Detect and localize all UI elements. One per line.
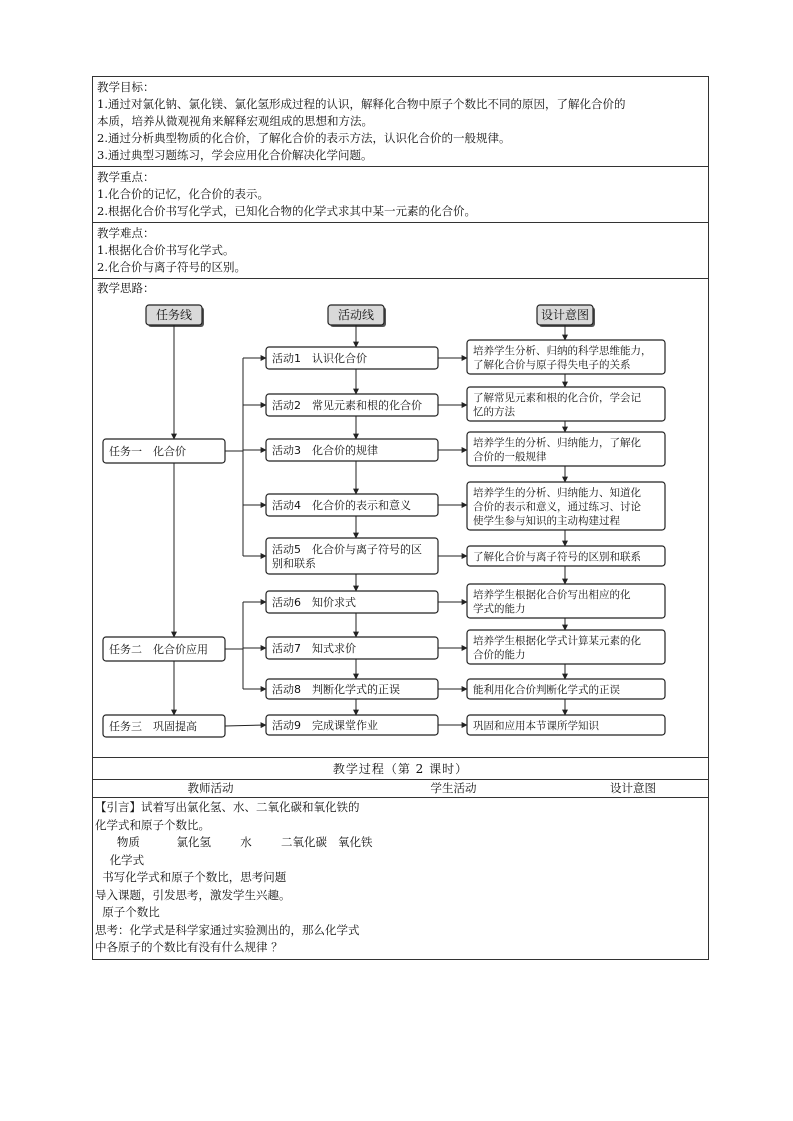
activity-label: 活动8 判断化学式的正误: [272, 683, 400, 696]
process-line: 化学式和原子个数比。: [95, 817, 210, 832]
process-body: [93, 798, 708, 960]
process-line: 物质 氯化氢 水 二氧化碳 氧化铁: [95, 835, 373, 849]
design-label: 培养学生分析、归纳的科学思维能力，: [473, 345, 652, 357]
teacher-activity-header: 教师活动: [187, 781, 234, 795]
process-line: 化学式: [95, 852, 145, 867]
objective-line: 本质，培养从微观视角来解释宏观组成的思想和方法。: [97, 114, 373, 128]
design-label: 合价的能力: [473, 649, 526, 661]
difficulty-line: 2.化合价与离子符号的区别。: [97, 260, 246, 274]
task-label: 任务三 巩固提高: [109, 720, 197, 733]
activity-label: 活动5 化合价与离子符号的区: [272, 543, 422, 556]
design-label: 忆的方法: [473, 406, 515, 418]
design-label: 使学生参与知识的主动构建过程: [473, 515, 620, 527]
difficulty-line: 1.根据化合价书写化学式。: [97, 243, 235, 257]
activity-label: 活动7 知式求价: [272, 642, 356, 655]
process-line: 书写化学式和原子个数比，思考问题: [95, 870, 287, 884]
difficulties-section: [93, 223, 708, 279]
activity-label: 活动3 化合价的规律: [272, 444, 378, 457]
design-label: 培养学生根据化学式计算某元素的化: [473, 635, 641, 647]
key-point-line: 1.化合价的记忆，化合价的表示。: [97, 187, 269, 201]
design-label: 培养学生的分析、归纳能力，了解化: [473, 437, 641, 449]
difficulties-heading: 教学难点：: [97, 226, 155, 240]
objective-line: 1.通过对氯化钠、氯化镁、氯化氢形成过程的认识，解释化合物中原子个数比不同的原因，了解化合价的: [97, 97, 626, 111]
task-line-header-label: 任务线: [155, 308, 193, 322]
design-label: 培养学生的分析、归纳能力、知道化: [473, 487, 641, 499]
process-title: 教学过程（第 2 课时）: [93, 758, 708, 780]
key-points-section: [93, 167, 708, 223]
design-intent-header: 设计意图: [610, 781, 656, 795]
process-line: 原子个数比: [95, 905, 160, 919]
student-activity-header: 学生活动: [430, 781, 477, 795]
design-label: 合价的一般规律: [473, 451, 547, 463]
process-line: 导入课题，引发思考，激发学生兴趣。: [95, 887, 291, 902]
design-label: 了解化合价与离子符号的区别和联系: [473, 551, 641, 563]
objectives-section: [93, 77, 708, 167]
process-line: 中各原子的个数比有没有什么规律 ？: [95, 940, 283, 954]
thinking-section: [93, 279, 708, 758]
thinking-heading: 教学思路：: [97, 281, 155, 295]
activity-label: 别和联系: [272, 557, 316, 570]
activity-line-header-label: 活动线: [337, 308, 375, 322]
process-line: 【引言】试着写出氯化氢、水、二氧化碳和氧化铁的: [95, 800, 360, 814]
lesson-plan-table: [92, 76, 709, 960]
teaching-flow-diagram: [93, 279, 708, 757]
design-label: 学式的能力: [473, 603, 526, 615]
activity-label: 活动1 认识化合价: [272, 352, 367, 365]
objective-line: 3.通过典型习题练习，学会应用化合价解决化学问题。: [97, 148, 373, 162]
design-header-label: 设计意图: [540, 308, 590, 322]
objective-line: 2.通过分析典型物质的化合价，了解化合价的表示方法，认识化合价的一般规律。: [97, 131, 511, 145]
connector-line: [225, 725, 266, 726]
key-point-line: 2.根据化合价书写化学式，已知化合物的化学式求其中某一元素的化合价。: [97, 204, 476, 218]
task-label: 任务二 化合价应用: [109, 643, 208, 656]
activity-label: 活动4 化合价的表示和意义: [272, 499, 411, 512]
task-label: 任务一 化合价: [109, 445, 186, 458]
activity-label: 活动2 常见元素和根的化合价: [272, 399, 422, 412]
process-line: 思考：化学式是科学家通过实验测出的，那么化学式: [95, 922, 360, 937]
design-label: 能利用化合价判断化学式的正误: [473, 684, 620, 696]
activity-label: 活动6 知价求式: [272, 596, 356, 609]
design-label: 了解化合价与原子得失电子的关系: [473, 359, 631, 371]
design-label: 合价的表示和意义，通过练习、讨论: [473, 501, 641, 513]
objectives-heading: 教学目标：: [97, 80, 155, 94]
design-label: 巩固和应用本节课所学知识: [473, 720, 599, 732]
design-label: 培养学生根据化合价写出相应的化: [473, 589, 631, 601]
process-column-header: [93, 780, 708, 798]
lesson-plan-page: [92, 76, 709, 960]
key-points-heading: 教学重点：: [97, 170, 155, 184]
design-label: 了解常见元素和根的化合价，学会记: [473, 392, 641, 404]
activity-label: 活动9 完成课堂作业: [272, 719, 378, 732]
